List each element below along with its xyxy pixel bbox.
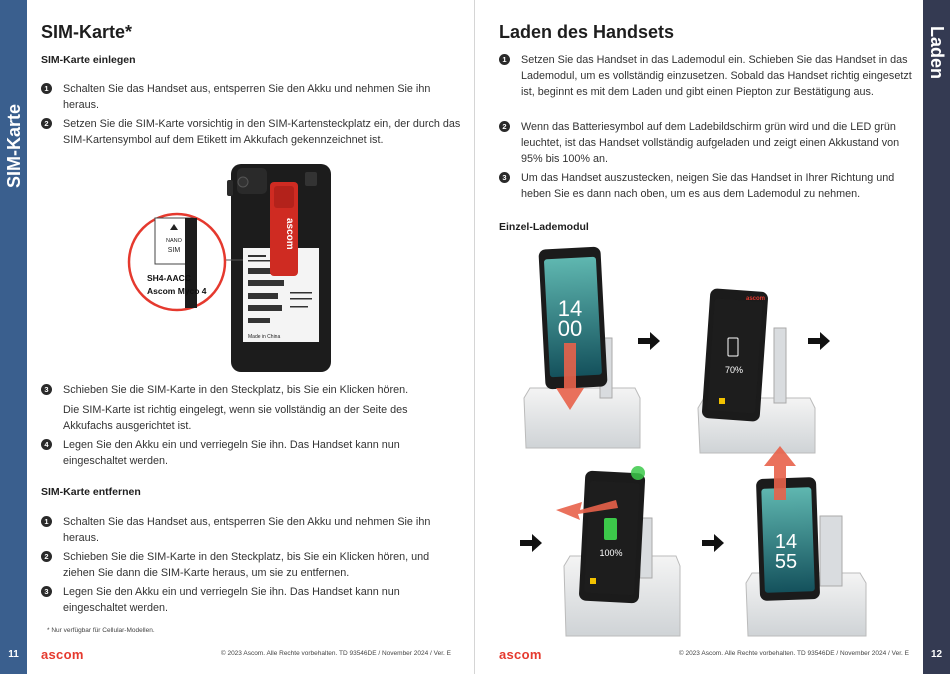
- step-number: 3: [499, 172, 510, 183]
- footnote: * Nur verfügbar für Cellular-Modellen.: [47, 627, 155, 634]
- clip-brand-label: ascom: [284, 218, 295, 250]
- step-number: 1: [499, 54, 510, 65]
- copyright-left: © 2023 Ascom. Alle Rechte vorbehalten. TD 93546DE / November 2024 / Ver. E: [220, 650, 451, 657]
- clock1-minutes: 00: [557, 316, 583, 341]
- step-text: Legen Sie den Akku ein und verriegeln Sie ihn. Das Handset kann nun eingeschaltet werden.: [63, 439, 400, 467]
- remove-heading: SIM-Karte entfernen: [41, 486, 141, 498]
- step-text: Schieben Sie die SIM-Karte in den Steckplatz, bis Sie ein Klicken hören.: [63, 384, 409, 396]
- insert-step-4: [41, 437, 461, 469]
- insert-note: Die SIM-Karte ist richtig eingelegt, wenn sie vollständig an der Seite des Akkufachs ausgerichtet ist.: [63, 404, 408, 432]
- ascom-logo-right: ascom: [499, 647, 542, 662]
- arrow-right-icon: [808, 332, 830, 350]
- clock2-hours: 14: [774, 531, 798, 553]
- step-number: 1: [41, 516, 52, 527]
- charger-heading: Einzel-Lademodul: [499, 221, 589, 233]
- step-text: Wenn das Batteriesymbol auf dem Ladebildschirm grün wird und die LED grün leuchtet, ist das Handset vollständig aufgeladen und zeigt einen Akkustand von 95% bis 100% an.: [521, 121, 900, 165]
- panel-remove: [746, 446, 866, 636]
- step-text: Schieben Sie die SIM-Karte in den Steckplatz, bis Sie ein Klicken hören, und ziehen Sie dann die SIM-Karte heraus, um sie zu entfernen.: [63, 551, 430, 579]
- step-number: 2: [499, 121, 510, 132]
- insert-heading: SIM-Karte einlegen: [41, 54, 136, 66]
- clip-brand-2: ascom: [746, 296, 766, 302]
- step-number: 3: [41, 384, 52, 395]
- battery-percent-100: 100%: [599, 548, 623, 558]
- page-number-right: 12: [930, 649, 943, 660]
- callout-model: SH4-AACC: [147, 273, 191, 283]
- right-page: [475, 0, 923, 674]
- remove-step-2: [41, 549, 461, 581]
- panel-charging: [698, 288, 815, 453]
- arrow-right-icon: [702, 534, 724, 552]
- step-number: 4: [41, 439, 52, 450]
- step-number: 2: [41, 118, 52, 129]
- battery-percent-70: 70%: [724, 365, 744, 375]
- callout-product: Ascom Myco 4: [147, 286, 207, 296]
- insert-step-1: [41, 81, 461, 113]
- step-text: Um das Handset auszustecken, neigen Sie das Handset in Ihrer Richtung und heben Sie es dann nach oben, um es aus dem Lademodul zu nehmen.: [521, 172, 895, 200]
- arrow-right-icon: [520, 534, 542, 552]
- charge-step-1: [499, 52, 913, 100]
- copyright-right: © 2023 Ascom. Alle Rechte vorbehalten. TD 93546DE / November 2024 / Ver. E: [678, 650, 909, 657]
- led-indicator: [631, 466, 645, 480]
- page-number-left: 11: [8, 649, 19, 660]
- clock1-hours: 14: [557, 296, 583, 321]
- arrow-right-icon: [638, 332, 660, 350]
- charge-step-3: [499, 170, 913, 202]
- ascom-logo-left: ascom: [41, 647, 84, 662]
- insert-step-2: [41, 116, 461, 148]
- step-number: 3: [41, 586, 52, 597]
- step-number: 2: [41, 551, 52, 562]
- page-title-left: SIM-Karte*: [41, 22, 133, 42]
- step-text: Setzen Sie das Handset in das Lademodul ein. Schieben Sie das Handset in das Lademodul, um es vollständig einzusetzen. Sobald das Handset richtig eingesetzt ist, beginnt es mit dem Laden und gibt einen Piepton zur Bestätigung aus.: [521, 54, 912, 98]
- right-section-tab: [923, 0, 950, 674]
- charging-illustration: [520, 238, 920, 643]
- step-text: Schalten Sie das Handset aus, entsperren Sie den Akku und nehmen Sie ihn heraus.: [63, 516, 431, 544]
- left-page: [27, 0, 474, 674]
- remove-step-3: [41, 584, 461, 616]
- panel-full: [556, 466, 680, 636]
- page-title-right: Laden des Handsets: [499, 22, 675, 42]
- step-text: Legen Sie den Akku ein und verriegeln Sie ihn. Das Handset kann nun eingeschaltet werden.: [63, 586, 400, 614]
- remove-step-1: [41, 514, 461, 546]
- clock2-minutes: 55: [774, 551, 798, 573]
- right-section-tab-label: Laden: [927, 26, 947, 80]
- label-made-in: Made in China: [248, 334, 281, 340]
- insert-step-3: [41, 382, 461, 398]
- charge-step-2: [499, 119, 913, 167]
- step-text: Schalten Sie das Handset aus, entsperren Sie den Akku und nehmen Sie ihn heraus.: [63, 83, 431, 111]
- left-section-tab-label: SIM-Karte: [4, 104, 24, 189]
- left-section-tab: [0, 0, 27, 674]
- callout-sim-bottom: SIM: [167, 247, 181, 254]
- step-text: Setzen Sie die SIM-Karte vorsichtig in den SIM-Kartensteckplatz ein, der durch das SIM-Kartensymbol auf dem Etikett im Akkufach gekennzeichnet ist.: [63, 118, 461, 146]
- callout-sim-top: NANO: [166, 238, 182, 244]
- panel-insert: [524, 246, 640, 448]
- sim-card-illustration: [125, 160, 365, 375]
- step-number: 1: [41, 83, 52, 94]
